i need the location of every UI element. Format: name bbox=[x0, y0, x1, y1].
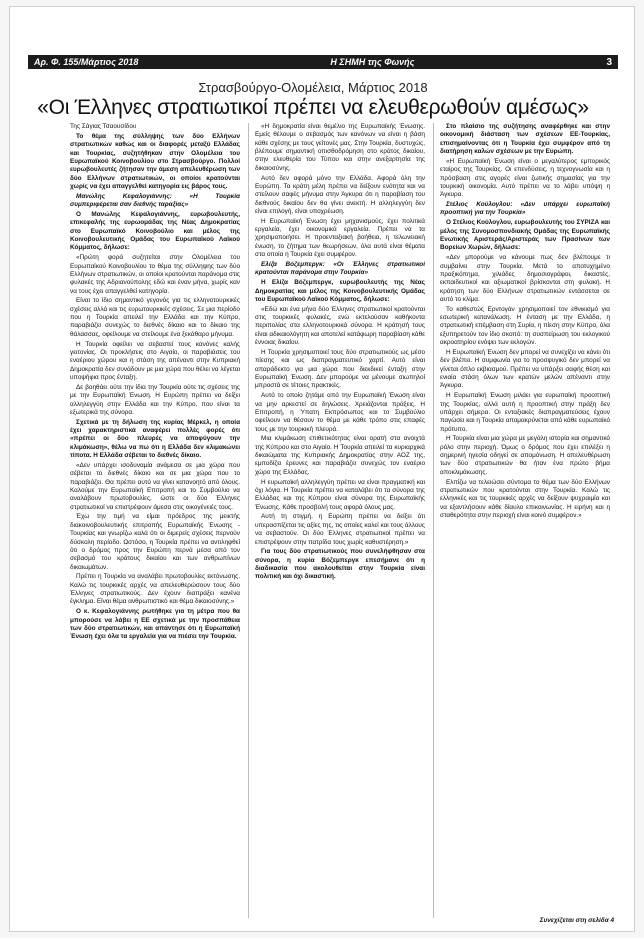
article-column-2 bbox=[248, 123, 425, 918]
paragraph: Πρέπει η Τουρκία να αναλάβει πρωτοβουλίες εκτόνωσης. Καλώ τις τουρκικές αρχές να απελευθερώσουν τους δύο Έλληνες στρατιωτικούς. Δεν έχουν διαπράξει κανένα έγκλημα. Είναι θέμα ανθρωπιστικό και θέμα δικαιοσύνης.» bbox=[70, 573, 240, 606]
paragraph: Μια κλιμάκωση επιθετικότητας είναι ορατή στα ανοιχτά της Κύπρου και στο Αιγαίο. Η Τουρκία απειλεί τα κυριαρχικά δικαιώματα της Κυπριακής Δημοκρατίας στην ΑΟΖ της, εμποδίζει έρευνες και παραβιάζει συνεχώς τον εναέριο χώρο της Ελλάδας. bbox=[255, 435, 425, 476]
publication-name: Η ΣΗΜΗ της Φωνής bbox=[330, 57, 415, 67]
paragraph: Η Ευρωπαϊκή Ένωση μιλάει για ευρωπαϊκή προοπτική της Τουρκίας, αλλά αυτή η προοπτική στην πράξη δεν υπάρχει σήμερα. Οι ενταξιακές διαπραγματεύσεις έχουν παγώσει και η Τουρκία απομακρύνεται από κάθε ευρωπαϊκό πρότυπο. bbox=[440, 392, 610, 433]
paragraph: Σχετικά με τη δήλωση της κυρίας Μέρκελ, η οποία έχει χαρακτηριστικά αναφέρει πολλές φορές ότι «πρέπει οι δύο πλευρές να αποφύγουν την κλιμάκωση», θέλω να πω ότι η Ελλάδα δεν κλιμακώνει τίποτα. Η Ελλάδα σέβεται το διεθνές δίκαιο. bbox=[70, 418, 240, 460]
page-number: 3 bbox=[606, 56, 612, 68]
paragraph: «Πρώτη φορά συζητείται στην Ολομέλεια του Ευρωπαϊκού Κοινοβουλίου το θέμα της σύλληψης των δύο Ελλήνων στρατιωτικών, οι οποίοι κρατούνται παράνομα στις φυλακές της Αδριανούπολης εδώ και έναν μήνα, χωρίς καν να τους έχει απαγγελθεί κατηγορία. bbox=[70, 254, 240, 295]
paragraph: «Η Ευρωπαϊκή Ένωση είναι ο μεγαλύτερος εμπορικός εταίρος της Τουρκίας. Οι επενδύσεις, η τεχνογνωσία και η πρόσβαση στις αγορές είναι ζωτικής σημασίας για την τουρκική οικονομία. Αυτό πρέπει να το λάβει υπόψη η Άγκυρα. bbox=[440, 157, 610, 199]
article-columns bbox=[70, 123, 610, 918]
article-column-1 bbox=[70, 123, 240, 918]
paragraph: Η Ελίζα Βόζεμπεργκ, ευρωβουλευτής της Νέας Δημοκρατίας και μέλος της Κοινοβουλευτικής Ομάδας του Ευρωπαϊκού Λαϊκού Κόμματος, δήλωσε: bbox=[255, 279, 425, 303]
paragraph: Το θέμα της σύλληψης των δύο Ελλήνων στρατιωτικών καθώς και οι διαφορές μεταξύ Ελλάδας και Τουρκίας, συζητήθηκαν στην Ολομέλεια του Ευρωπαϊκού Κοινοβουλίου στο Στρασβούργο. Πολλοί ευρωβουλευτές ζήτησαν την άμεση απελευθέρωση των δύο Ελλήνων στρατιωτικών, οι οποίοι κρατούνται χωρίς να έχει απαγγελθεί κατηγορία εις βάρος τους. bbox=[70, 132, 240, 190]
article-column-3 bbox=[433, 123, 610, 918]
paragraph: Η Τουρκία είναι μια χώρα με μεγάλη ιστορία και σημαντικό ρόλο στην περιοχή. Όμως ο δρόμος που έχει επιλέξει η σημερινή ηγεσία οδηγεί σε απομόνωση. Η απελευθέρωση των δύο στρατιωτικών θα ήταν ένα πρώτο βήμα αποκλιμάκωσης. bbox=[440, 435, 610, 476]
page-header-bar bbox=[28, 55, 618, 69]
article-headline: «Οι Έλληνες στρατιωτικοί πρέπει να ελευθερωθούν αμέσως» bbox=[37, 96, 589, 119]
subheading: Ελίζα Βόζεμπεργκ: «Οι Έλληνες στρατιωτικοί κρατούνται παράνομα στην Τουρκία» bbox=[255, 261, 425, 277]
paragraph: Αυτή τη στιγμή, η Ευρώπη πρέπει να δείξει ότι υπερασπίζεται τις αξίες της, τις οποίες καλεί και τους άλλους να σεβαστούν. Οι δύο Έλληνες στρατιωτικοί πρέπει να επιστρέψουν στην πατρίδα τους χωρίς καθυστέρηση.» bbox=[255, 513, 425, 546]
paragraph: «Εδώ και ένα μήνα δύο Έλληνες στρατιωτικοί κρατούνται στις τουρκικές φυλακές, ενώ εκτελούσαν καθήκοντα περιπολίας στα ελληνοτουρκικά σύνορα. Η κράτησή τους είναι αδικαιολόγητη και αποτελεί κατάφωρη παραβίαση κάθε έννοιας δικαίου. bbox=[255, 305, 425, 347]
paragraph: Αυτό το οποίο ζητάμε από την Ευρωπαϊκή Ένωση είναι να μην αρκεστεί σε δηλώσεις. Χρειάζονται πράξεις. Η Επιτροπή, η Ύπατη Εκπρόσωπος και το Συμβούλιο οφείλουν να θέσουν το θέμα με κάθε τρόπο στις επαφές τους με την τουρκική πλευρά. bbox=[255, 392, 425, 433]
paragraph: Ελπίζω να τελειώσει σύντομα το θέμα των δύο Ελλήνων στρατιωτικών που κρατούνται στην Τουρκία. Καλώ τις ελληνικές και τις τουρκικές αρχές να δείξουν ψυχραιμία και να εξαντλήσουν κάθε δίαυλο επικοινωνίας. Η ειρήνη και η σταθερότητα στην περιοχή είναι κοινό συμφέρον.» bbox=[440, 478, 610, 519]
paragraph: Δε βοηθάει ούτε την ίδια την Τουρκία ούτε τις σχέσεις της με την Ευρωπαϊκή Ένωση. Η Ευρώπη πρέπει να δείξει αλληλεγγύη στην Ελλάδα και την Κύπρο, που είναι τα εξωτερικά της σύνορα. bbox=[70, 383, 240, 416]
paragraph: Η Ευρωπαϊκή Ένωση δεν μπορεί να συνεχίζει να κάνει ότι δεν βλέπει. Η συμφωνία για το προσφυγικό δεν μπορεί να γίνεται όπλο εκβιασμού. Πρέπει να υπάρξει σαφής θέση και ενιαία στάση όλων των κρατών μελών απέναντι στην Άγκυρα. bbox=[440, 348, 610, 390]
paragraph: «Δεν υπάρχει ισοδυναμία ανάμεσα σε μια χώρα που σέβεται το διεθνές δίκαιο και σε μια χώρα που το παραβιάζει. Θα πρέπει αυτό να γίνει κατανοητό από όλους. Καλούμε την Ευρωπαϊκή Επιτροπή και το Συμβούλιο να αναλάβουν πρωτοβουλίες, ώστε οι δύο Έλληνες στρατιωτικοί να επιστρέψουν άμεσα στις οικογένειές τους. bbox=[70, 461, 240, 511]
paragraph: Της Σάγιας Τσαουσίδου bbox=[70, 123, 137, 130]
paragraph: Αυτό δεν αφορά μόνο την Ελλάδα. Αφορά όλη την Ευρώπη. Τα κράτη μέλη πρέπει να δείξουν ενότητα και να στείλουν σαφές μήνυμα στην Άγκυρα ότι η παραβίαση του διεθνούς δικαίου δεν θα γίνει ανεκτή. Η αλληλεγγύη δεν είναι επιλογή, είναι υποχρέωση. bbox=[255, 174, 425, 215]
subheading: Μανώλης Κεφαλογιάννης: «Η Τουρκία συμπεριφέρεται σαν διεθνής ταραξίας» bbox=[70, 192, 240, 209]
paragraph: Η Ευρωπαϊκή Ένωση έχει μηχανισμούς, έχει πολιτικά εργαλεία, έχει οικονομικά εργαλεία. Πρέπει να τα χρησιμοποιήσει. Η προενταξιακή βοήθεια, η τελωνειακή ένωση, το ζήτημα των θεωρήσεων, όλα αυτά είναι θέματα στα οποία η Τουρκία έχει συμφέρον. bbox=[255, 217, 425, 259]
paragraph: «Η δημοκρατία είναι θεμέλιο της Ευρωπαϊκής Ένωσης. Εμείς θέλουμε ο σεβασμός των κανόνων να είναι η βάση κάθε σχέσης με τους γείτονές μας. Στην Τουρκία, δυστυχώς, βλέπουμε σημαντική οπισθοδρόμηση στο κράτος δικαίου, στην ελευθερία του Τύπου και στην ανεξαρτησία της δικαιοσύνης. bbox=[255, 123, 425, 172]
paragraph: Το καθεστώς Ερντογάν χρησιμοποιεί τον εθνικισμό για εσωτερική κατανάλωση. Η ένταση με την Ελλάδα, η στρατιωτική επέμβαση στη Συρία, η πίεση στην Κύπρο, όλα εξυπηρετούν τον ίδιο σκοπό: τη συσπείρωση του εκλογικού ακροατηρίου ενόψει των εκλογών. bbox=[440, 305, 610, 347]
subheading: Στέλιος Κούλογλου: «Δεν υπάρχει ευρωπαϊκή προοπτική για την Τουρκία» bbox=[440, 201, 610, 217]
paragraph: Ο Στέλιος Κούλογλου, ευρωβουλευτής του ΣΥΡΙΖΑ και μέλος της Συνομοσπονδιακής Ομάδας της Ευρωπαϊκής Ενωτικής Αριστεράς/Αριστεράς των Πρασίνων των Βορείων Χωρών, δήλωσε: bbox=[440, 219, 610, 252]
paragraph: Έχω την τιμή να είμαι πρόεδρος της μεικτής διακοινοβουλευτικής επιτροπής Ευρωπαϊκής Ένωσης - Τουρκίας και γνωρίζω καλά ότι οι διμερείς σχέσεις περνούν δύσκολη περίοδο. Ωστόσο, η Τουρκία πρέπει να αντιληφθεί ότι ο δρόμος προς την Ευρώπη περνά μέσα από τον σεβασμό του κράτους δικαίου και των ανθρωπίνων δικαιωμάτων. bbox=[70, 513, 240, 571]
paragraph: «Δεν μπορούμε να κάνουμε πως δεν βλέπουμε τι συμβαίνει στην Τουρκία. Μετά το αποτυχημένο πραξικόπημα, χιλιάδες δημοσιογράφοι, δικαστές, εκπαιδευτικοί και αξιωματικοί βρίσκονται στη φυλακή. Η κράτηση των δύο Ελλήνων στρατιωτικών εντάσσεται σε αυτό το κλίμα. bbox=[440, 254, 610, 303]
issue-label: Αρ. Φ. 155/Μάρτιος 2018 bbox=[34, 57, 139, 67]
article-kicker: Στρασβούργο-Ολομέλεια, Μάρτιος 2018 bbox=[198, 80, 428, 95]
paragraph: Η Τουρκία οφείλει να σεβαστεί τους κανόνες καλής γειτονίας. Οι προκλήσεις στο Αιγαίο, οι παραβιάσεις του εναέριου χώρου και η στάση της απέναντι στην Κυπριακή Δημοκρατία δεν συνάδουν με μια χώρα που θέλει να λέγεται υποψήφια προς ένταξη. bbox=[70, 340, 240, 381]
paragraph: Η ευρωπαϊκή αλληλεγγύη πρέπει να είναι πραγματική και όχι λόγια. Η Τουρκία πρέπει να καταλάβει ότι τα σύνορα της Ελλάδας και της Κύπρου είναι σύνορα της Ευρωπαϊκής Ένωσης. Κάθε προσβολή τους αφορά όλους μας. bbox=[255, 478, 425, 511]
paragraph: Είναι το ίδιο σημαντικό γεγονός για τις ελληνοτουρκικές σχέσεις αλλά και τις ευρωτουρκικές σχέσεις. Σε μια περίοδο που η Τουρκία απειλεί την Ελλάδα και την Κύπρο, παραβιάζει συνεχώς το διεθνές δίκαιο και το δίκαιο της θάλασσας, οφείλουμε να στείλουμε ένα ξεκάθαρο μήνυμα. bbox=[70, 297, 240, 338]
paragraph: Η Τουρκία χρησιμοποιεί τους δύο στρατιωτικούς ως μέσο πίεσης και ως διαπραγματευτικό χαρτί. Αυτό είναι απαράδεκτο για μια χώρα που διεκδικεί ένταξη στην Ευρωπαϊκή Ένωση. Δεν μπορούμε να μένουμε σιωπηλοί μπροστά σε τέτοιες πρακτικές. bbox=[255, 348, 425, 390]
paragraph: Για τους δύο στρατιωτικούς που συνελήφθησαν στα σύνορα, η κυρία Βόζεμπεργκ επεσήμανε ότι η διαδικασία που ακολουθείται στην Τουρκία είναι πολιτική και όχι δικαστική. bbox=[255, 548, 425, 581]
paragraph: Ο Μανώλης Κεφαλογιάννης, ευρωβουλευτής, επικεφαλής της ευρωομάδας της Νέας Δημοκρατίας στο Ευρωπαϊκό Κοινοβούλιο και μέλος της Κοινοβουλευτικής Ομάδας του Ευρωπαϊκού Λαϊκού Κόμματος, δήλωσε: bbox=[70, 210, 240, 252]
continued-note: Συνεχίζεται στη σελίδα 4 bbox=[539, 917, 614, 924]
paragraph: Στο πλαίσιο της συζήτησης αναφέρθηκε και στην οικονομική διάσταση των σχέσεων ΕΕ-Τουρκίας, επισημαίνοντας ότι η Τουρκία έχει συμφέρον από τη διατήρηση καλών σχέσεων με την Ευρώπη. bbox=[440, 123, 610, 156]
paragraph: Ο κ. Κεφαλογιάννης ρωτήθηκε για τη μέτρα που θα μπορούσε να λάβει η ΕΕ σχετικά με την προσπάθεια των δύο στρατιωτικών, και απάντησε ότι η Ευρωπαϊκή Ένωση έχει όλα τα εργαλεία για να πιέσει την Τουρκία. bbox=[70, 608, 240, 641]
